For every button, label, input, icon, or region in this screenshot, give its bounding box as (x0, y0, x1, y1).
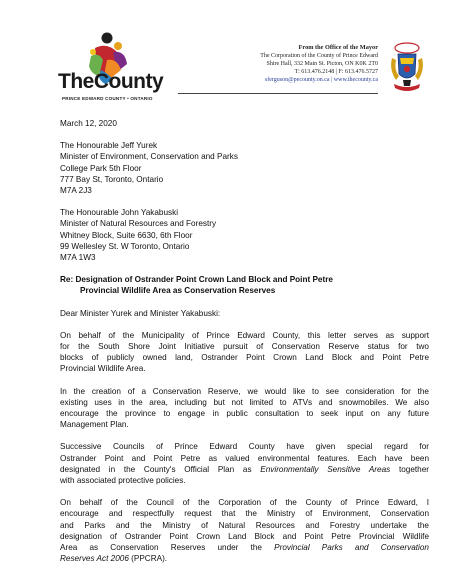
recipient-yakabuski (60, 207, 429, 263)
address-line: Minister of Natural Resources and Forestry (60, 219, 217, 229)
paragraph-line: designation of Ostrander Point Crown Land Block and Point Petre Provincial Wildlife (60, 531, 429, 541)
paragraph-line: and Parks and the Ministry of Natural Resources and Forestry undertake the (60, 520, 429, 530)
address-line: M7A 1W3 (60, 253, 96, 263)
letterhead-divider (178, 93, 378, 94)
logo-wordmark: TheCounty (58, 70, 164, 93)
salutation: Dear Minister Yurek and Minister Yakabuski: (60, 308, 221, 318)
paragraph-line: blocks of publicly owned land, Ostrander Point Crown Land Block and Point Petre (60, 353, 429, 363)
office-from: From the Office of the Mayor (298, 44, 378, 51)
address-line: M7A 2J3 (60, 186, 92, 196)
paragraph-line (60, 464, 429, 475)
county-crest-icon (386, 40, 428, 98)
paragraph-line (60, 553, 429, 564)
paragraph-line: Ostrander Point and Point Petre as valued environmental features. Each have been (60, 453, 429, 463)
text-run: together (390, 464, 429, 474)
paragraph-line: In the creation of a Conservation Reserve, we would like to see consideration for the (60, 386, 429, 396)
letter-date: March 12, 2020 (60, 119, 117, 128)
logo-tagline: PRINCE EDWARD COUNTY • ONTARIO (62, 96, 153, 101)
office-contact[interactable]: sferguson@pecounty.on.ca | www.thecounty.ca (264, 77, 378, 83)
address-line: Minister of Environment, Conservation and Parks (60, 152, 238, 162)
address-line: Whitney Block, Suite 6630, 6th Floor (60, 230, 193, 240)
paragraph-line: Management Plan. (60, 420, 129, 430)
text-run: (PPCRA). (128, 554, 168, 564)
paragraph-line: for the South Shore Joint Initiative pursuit of Conservation Reserve status for two (60, 342, 429, 352)
emphasis-esa: Environmentally Sensitive Areas (260, 464, 391, 474)
subject-line (60, 274, 429, 296)
paragraph-line: encourage and respectfully request that the Ministry of Environment, Conservation (60, 509, 429, 519)
recipient-yurek (60, 140, 429, 196)
address-line: The Honourable John Yakabuski (60, 208, 179, 218)
paragraph-councils (60, 441, 429, 486)
paragraph-existing-uses (60, 386, 429, 431)
office-phone-fax: T: 613.476.2148 | F: 613.476.5727 (294, 69, 378, 75)
mayor-office-block (178, 44, 378, 84)
paragraph-support (60, 330, 429, 375)
subject-line-1: Re: Designation of Ostrander Point Crown Land Block and Point Petre (60, 275, 333, 285)
paragraph-line: Provincial Wildlife Area. (60, 364, 146, 374)
paragraph-line: with associated protective policies. (60, 476, 186, 486)
emphasis-act: Provincial Parks and Conservation (274, 543, 429, 553)
emphasis-act: Reserves Act 2006 (60, 554, 129, 564)
paragraph-line: existing uses in the area, including but not limited to ATVs and snowmobiles. We also (60, 397, 429, 407)
subject-line-2: Provincial Wildlife Area as Conservation Reserves (80, 286, 276, 296)
address-line: College Park 5th Floor (60, 163, 142, 173)
paragraph-request (60, 497, 429, 564)
office-org: The Corporation of the County of Prince Edward (260, 53, 378, 59)
office-address: Shire Hall, 332 Main St. Picton, ON K0K 2T0 (266, 61, 378, 67)
text-run: Area as Conservation Reserves under the (60, 543, 275, 553)
address-line: 777 Bay St, Toronto, Ontario (60, 174, 164, 184)
text-run: designated in the County's Official Plan as (60, 464, 261, 474)
paragraph-line: encourage the province to engage in public consultation to seek input on any future (60, 409, 429, 419)
paragraph-line: Successive Councils of Prince Edward County have given special regard for (60, 442, 429, 452)
paragraph-line: On behalf of the Council of the Corporation of the County of Prince Edward, I (60, 498, 429, 508)
paragraph-line: On behalf of the Municipality of Prince Edward County, this letter serves as support (60, 330, 429, 340)
address-line: 99 Wellesley St. W Toronto, Ontario (60, 241, 190, 251)
address-line: The Honourable Jeff Yurek (60, 141, 158, 151)
letter-body (60, 118, 429, 576)
